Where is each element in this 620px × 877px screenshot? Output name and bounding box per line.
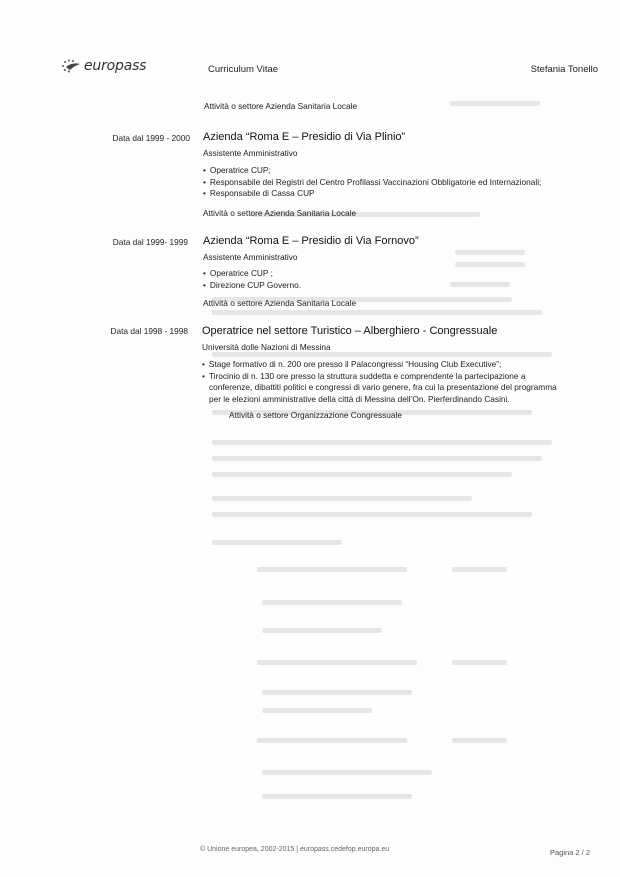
list-item: • Operatrice CUP; <box>203 165 583 177</box>
europass-star-logo-icon <box>60 58 82 74</box>
footer-copyright: © Unione europea, 2002-2015 | europass.cedefop.europa.eu <box>200 846 390 853</box>
document-title: Curriculum Vitae <box>208 64 279 75</box>
list-item: • Operatrice CUP ; <box>203 268 583 280</box>
entry-sector: Attività o settore Organizzazione Congressuale <box>229 410 402 420</box>
person-name: Stefania Tonello <box>530 64 598 75</box>
list-item: • Tirocinio di n. 130 ore presso la struttura suddetta e comprendente la partecipazione a conferenze, dibattiti politici e congressi di vario genere, fra cui la presentazione del programma per le elezioni amministrative della città di Messina dell’On. Pierferdinando Casini. <box>202 371 567 406</box>
entry-task-list <box>202 359 567 405</box>
entry-task-list <box>203 268 583 291</box>
europass-logo <box>60 58 146 74</box>
list-item: • Responsabile di Cassa CUP <box>203 188 583 200</box>
entry-task-list <box>203 165 583 200</box>
entry-date: Data dal 1998 - 1998 <box>110 326 188 336</box>
entry-employer: Azienda “Roma E – Presidio di Via Plinio” <box>203 131 406 143</box>
entry-role: Assistente Amministrativo <box>203 252 298 262</box>
list-item: • Responsabile dei Registri del Centro Profilassi Vaccinazioni Obbligatorie ed Internazionali; <box>203 177 583 189</box>
entry-sector: Attività o settore Azienda Sanitaria Locale <box>203 298 357 308</box>
europass-wordmark: europass <box>84 58 147 74</box>
entry-date: Data dal 1999- 1999 <box>112 237 188 247</box>
page-number: Pagina 2 / 2 <box>549 848 590 857</box>
entry-role: Università dolle Nazioni di Messina <box>202 342 331 352</box>
entry-role: Assistente Amministrativo <box>203 148 298 158</box>
entry-sector: Attività o settore Azienda Sanitaria Locale <box>203 208 357 218</box>
list-item: • Direzione CUP Governo. <box>203 280 583 292</box>
entry-employer: Azienda “Roma E – Presidio di Via Fornovo” <box>203 235 419 247</box>
entry-date: Data dal 1999 - 2000 <box>112 133 190 143</box>
entry-employer: Operatrice nel settore Turistico – Alberghiero - Congressuale <box>202 325 498 337</box>
list-item: • Stage formativo di n. 200 ore presso il Palacongressi “Housing Club Executive”; <box>202 359 567 371</box>
top-sector-line: Attività o settore Azienda Sanitaria Locale <box>204 101 358 111</box>
